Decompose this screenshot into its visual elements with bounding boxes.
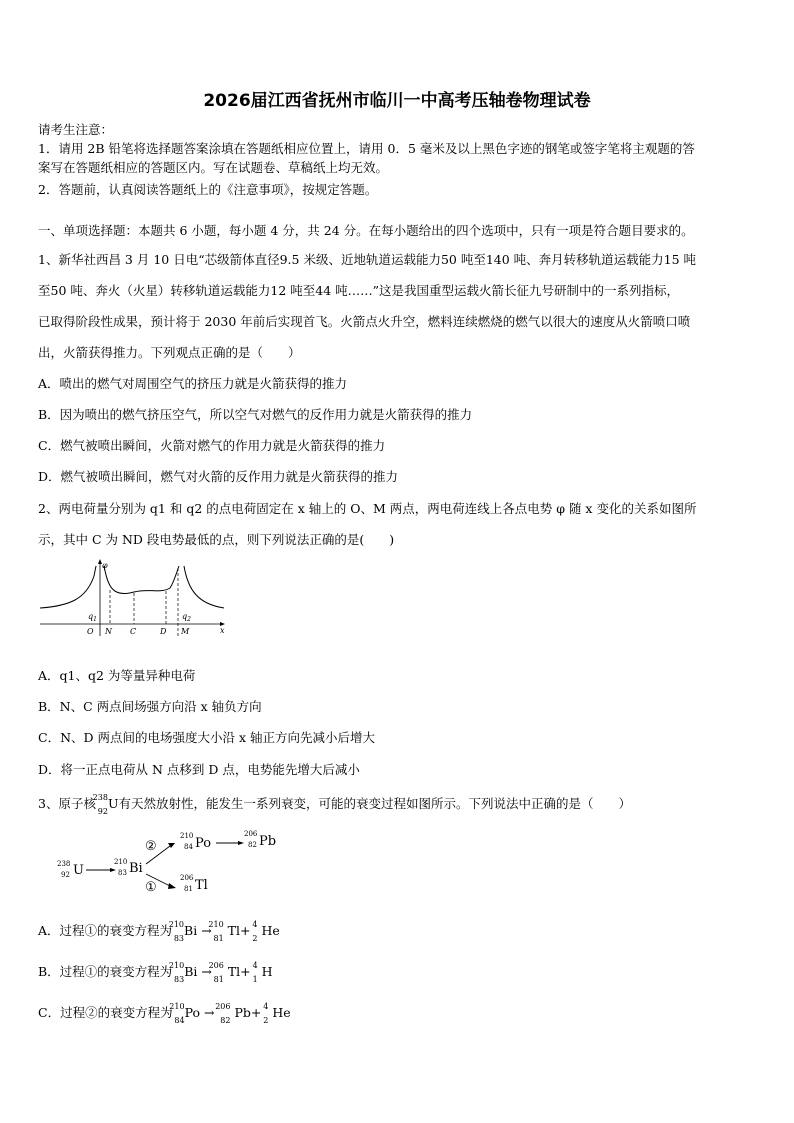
charge-q2-label: $q_2$ xyxy=(182,612,191,623)
point-c-label: C xyxy=(130,627,137,636)
uranium-symbol: U xyxy=(107,796,119,811)
x-label: x xyxy=(220,626,225,635)
q3-option-b: B．过程①的衰变方程为 210 83 Bi → 206 81 Tl+ 4 1 H xyxy=(38,961,273,984)
q2-option-a: A．q1、q2 为等量异种电荷 xyxy=(38,668,196,683)
potential-graph-figure xyxy=(38,556,228,640)
point-n-label: N xyxy=(105,627,112,636)
curve-middle-branch xyxy=(104,566,179,594)
q2-option-b: B．N、C 两点间场强方向沿 x 轴负方向 xyxy=(38,699,262,714)
q2-stem-line-1: 2、两电荷量分别为 q1 和 q2 的点电荷固定在 x 轴上的 O、M 两点，两电荷连线上各点电势 φ 随 x 变化的关系如图所 xyxy=(38,501,697,516)
arrow-po-to-pb-head xyxy=(238,841,244,845)
curve-right-branch xyxy=(184,566,224,608)
decay-chain-figure xyxy=(52,826,292,898)
notice-item-2: 2．答题前，认真阅读答题纸上的《注意事项》，按规定答题。 xyxy=(38,182,378,197)
q1-stem-line-1: 1、新华社西昌 3 月 10 日电“芯级箭体直径9.5 米级、近地轨道运载能力50 吨至140 吨、奔月转移轨道运载能力15 吨 xyxy=(38,252,697,267)
q2-option-d: D．将一正点电荷从 N 点移到 D 点，电势能先增大后减小 xyxy=(38,762,360,777)
q1-stem-line-3: 已取得阶段性成果，预计将于 2030 年前后实现首飞。火箭点火升空，燃料连续燃烧的燃气以很大的速度从火箭喷口喷 xyxy=(38,314,691,329)
q1-stem-line-2: 至50 吨、奔火（火星）转移轨道运载能力12 吨至44 吨……”这是我国重型运载火箭长征九号研制中的一系列指标， xyxy=(38,283,680,298)
bi-symbol: Bi xyxy=(129,861,143,876)
q3-stem xyxy=(38,793,632,816)
arrow-u-to-bi-head xyxy=(110,868,116,872)
tl-atomic-number: 81 xyxy=(184,885,193,893)
q3-stem-prefix: 3、原子核 xyxy=(38,796,96,811)
po-symbol: Po xyxy=(195,836,212,851)
po-mass-number: 210 xyxy=(180,832,194,840)
q3-stem-suffix: 有天然放射性，能发生一系列衰变，可能的衰变过程如图所示。下列说法中正确的是（ ） xyxy=(118,796,632,811)
q2-option-c: C．N、D 两点间的电场强度大小沿 x 轴正方向先减小后增大 xyxy=(38,730,375,745)
notice-heading: 请考生注意： xyxy=(38,122,114,137)
notice-item-1-line-2: 案写在答题纸相应的答题区内。写在试题卷、草稿纸上均无效。 xyxy=(38,160,389,175)
point-o-label: O xyxy=(87,627,94,636)
pb-atomic-number: 82 xyxy=(248,841,257,849)
u-mass-number: 238 xyxy=(57,860,71,868)
charge-q1-label: $q_1$ xyxy=(88,612,97,623)
q3-option-c: C．过程②的衰变方程为 210 84 Po → 206 82 Pb+ 4 2 He xyxy=(38,1002,291,1025)
arrow-bi-to-tl-head xyxy=(168,883,176,889)
q1-option-d: D．燃气被喷出瞬间，燃气对火箭的反作用力就是火箭获得的推力 xyxy=(38,469,399,484)
q3-option-a: A．过程①的衰变方程为 210 83 Bi → 210 81 Tl+ 4 2 He xyxy=(38,920,280,943)
point-m-label: M xyxy=(181,627,190,636)
phi-label: φ xyxy=(102,561,108,570)
tl-symbol: Tl xyxy=(195,878,208,893)
point-d-label: D xyxy=(160,627,167,636)
q1-option-b: B．因为喷出的燃气挤压空气，所以空气对燃气的反作用力就是火箭获得的推力 xyxy=(38,407,473,422)
section-heading: 一、单项选择题：本题共 6 小题，每小题 4 分，共 24 分。在每小题给出的四个选项中，只有一项是符合题目要求的。 xyxy=(38,223,694,238)
notice-item-1-line-1: 1．请用 2B 铅笔将选择题答案涂填在答题纸相应位置上，请用 0．5 毫米及以上黑色字迹的钢笔或签字笔将主观题的答 xyxy=(38,141,695,156)
curve-left-branch xyxy=(40,566,96,608)
path-2-label: ② xyxy=(145,839,157,854)
tl-mass-number: 206 xyxy=(180,874,194,882)
q2-stem-line-2: 示，其中 C 为 ND 段电势最低的点，则下列说法正确的是( ) xyxy=(38,532,395,547)
u-symbol: U xyxy=(73,863,84,878)
q1-stem-line-4: 出，火箭获得推力。下列观点正确的是（ ） xyxy=(38,345,301,360)
u-atomic-number: 92 xyxy=(61,871,70,879)
page-title: 2026届江西省抚州市临川一中高考压轴卷物理试卷 xyxy=(203,91,591,111)
path-1-label: ① xyxy=(145,880,157,895)
uranium-nuclide: 238 92 xyxy=(92,793,108,816)
q1-option-a: A．喷出的燃气对周围空气的挤压力就是火箭获得的推力 xyxy=(38,376,348,391)
q1-option-c: C．燃气被喷出瞬间，火箭对燃气的作用力就是火箭获得的推力 xyxy=(38,438,386,453)
po-atomic-number: 84 xyxy=(184,843,193,851)
pb-symbol: Pb xyxy=(259,834,277,849)
pb-mass-number: 206 xyxy=(244,830,258,838)
bi-mass-number: 210 xyxy=(114,858,128,866)
bi-atomic-number: 83 xyxy=(118,869,127,877)
